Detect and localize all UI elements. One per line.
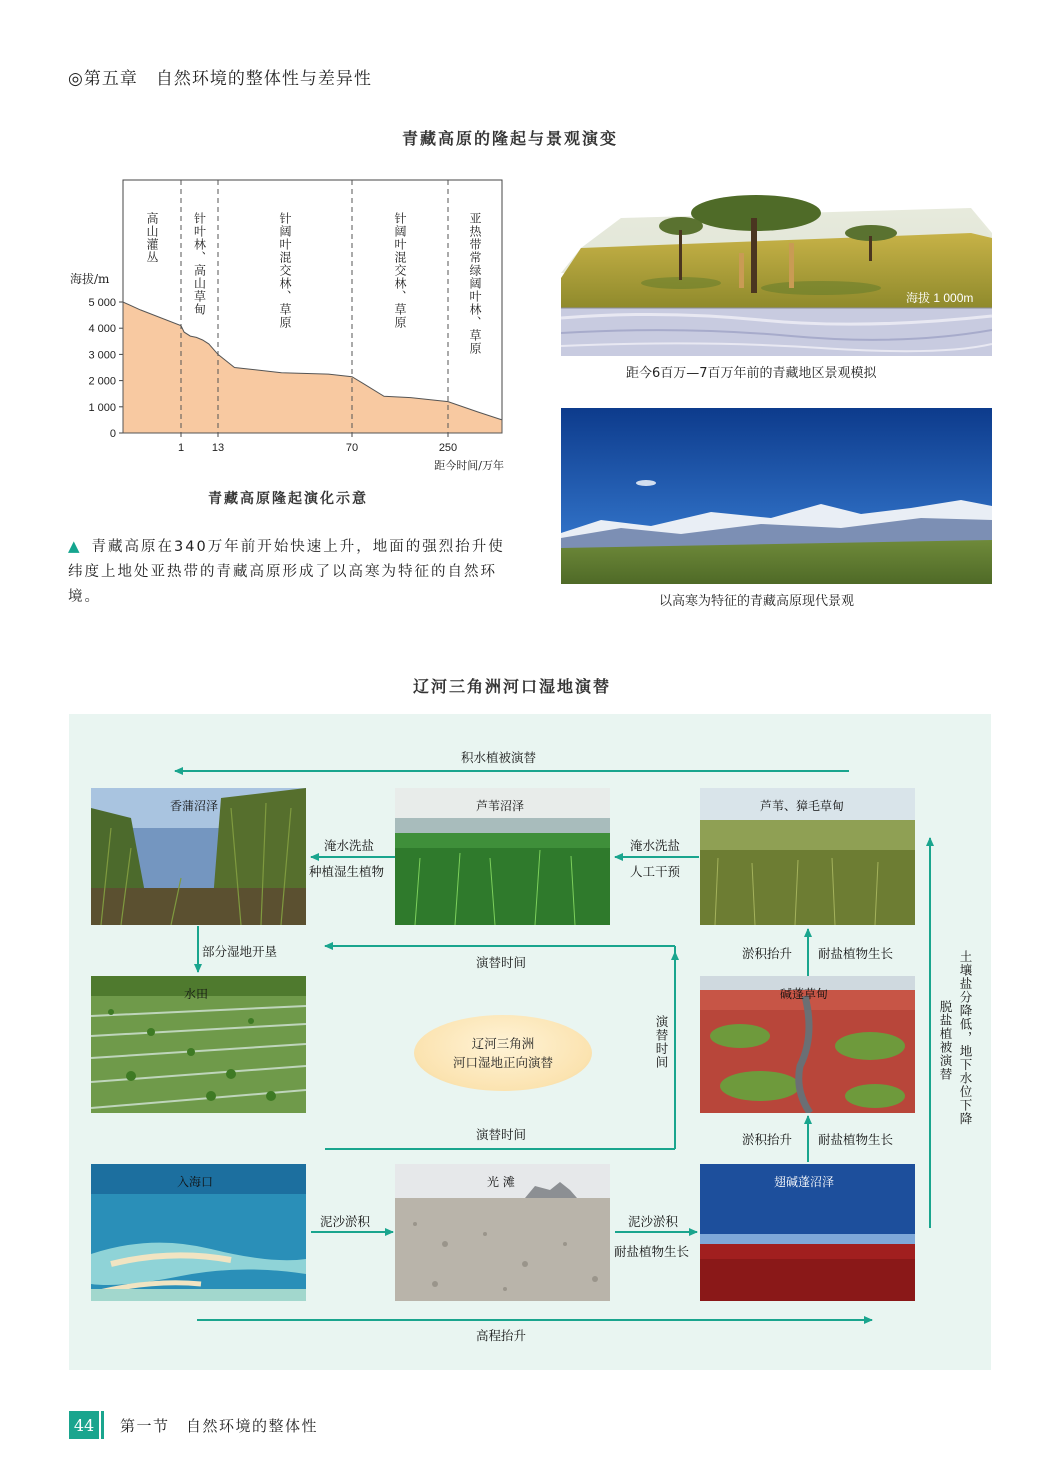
ruhaikou-label: 入海口 (177, 1175, 214, 1189)
guangtan-label: 光 滩 (487, 1175, 515, 1189)
jianpeng-caodian-label: 碱蓬草甸 (780, 987, 829, 1001)
modern-plateau-caption: 以高寒为特征的青藏高原现代景观 (659, 594, 855, 609)
label-time-1: 演替时间 (476, 955, 527, 970)
y-tick-label: 3 000 (88, 349, 116, 362)
chapter-header: ◎第五章 自然环境的整体性与差异性 (68, 69, 372, 89)
xiangpu-label: 香蒲沼泽 (170, 799, 219, 813)
label-kaiken: 部分湿地开垦 (202, 944, 278, 959)
label-naiyan-3: 耐盐植物生长 (614, 1244, 690, 1259)
y-tick-label: 4 000 (88, 323, 116, 336)
modern-plateau-photo (561, 408, 992, 584)
ancient-landscape-caption: 距今6百万—7百万年前的青藏地区景观模拟 (626, 366, 877, 381)
x-axis-label: 距今时间/万年 (434, 459, 504, 472)
label-nisha-1: 泥沙淤积 (320, 1214, 371, 1229)
section-title-wetland: 辽河三角洲河口湿地演替 (413, 677, 612, 696)
y-tick-label: 0 (109, 428, 116, 440)
y-tick-label: 1 000 (88, 401, 116, 414)
triangle-marker-icon: ▲ (68, 537, 82, 555)
label-time-2: 演替时间 (476, 1127, 527, 1142)
page-number: 44 (69, 1411, 99, 1439)
x-tick-label: 250 (438, 442, 458, 454)
uplift-chart (60, 170, 520, 480)
vegetation-zone-label: 针叶林、高山草甸 (192, 212, 207, 316)
chart-caption: 青藏高原隆起演化示意 (208, 491, 368, 507)
plateau-note-text: 青藏高原在340万年前开始快速上升，地面的强烈抬升使纬度上地处亚热带的青藏高原形成了以高寒为特征的自然环境。 (68, 539, 505, 605)
ancient-landscape-photo (561, 178, 992, 356)
plateau-note (68, 534, 508, 610)
vegetation-zone-label: 亚热带常绿阔叶林、草原 (468, 212, 482, 355)
luwei-caodian-label: 芦苇、獐毛草甸 (760, 799, 845, 813)
center-line-2: 河口湿地正向演替 (452, 1055, 553, 1070)
label-right-v1: 土壤盐分降低，地下水位下降 (958, 950, 973, 1126)
label-naiyan-2: 耐盐植物生长 (818, 1132, 894, 1147)
luwei-label: 芦苇沼泽 (476, 799, 525, 813)
vegetation-zone-label: 高山灌丛 (145, 212, 159, 264)
label-top-arrow: 积水植被演替 (461, 750, 537, 765)
section-title-plateau: 青藏高原的隆起与景观演变 (402, 129, 619, 148)
label-naiyan-1: 耐盐植物生长 (818, 946, 894, 961)
center-ellipse (414, 1015, 592, 1091)
footer-divider (101, 1411, 104, 1439)
center-line-1: 辽河三角洲 (471, 1036, 535, 1051)
label-yanshui-2: 淹水洗盐 (630, 838, 681, 853)
vegetation-zone-label: 针阔叶混交林、草原 (278, 212, 292, 329)
label-yuji-1: 淤积抬升 (742, 946, 793, 961)
label-yuji-2: 淤积抬升 (742, 1132, 793, 1147)
y-tick-label: 5 000 (88, 297, 116, 309)
y-tick-label: 2 000 (88, 375, 116, 388)
altitude-label: 海拔 1 000m (906, 291, 974, 305)
label-zhongzhi: 种植湿生植物 (309, 864, 385, 879)
x-tick-label: 1 (177, 442, 185, 454)
x-tick-label: 70 (345, 442, 359, 454)
label-time-vertical: 演替时间 (654, 1015, 669, 1069)
jianpeng-zhaoze-label: 翅碱蓬沼泽 (774, 1175, 835, 1189)
label-right-v2: 脱盐植被演替 (938, 1000, 953, 1081)
label-nisha-2: 泥沙淤积 (628, 1214, 679, 1229)
footer-section: 第一节 自然环境的整体性 (120, 1417, 319, 1435)
elevation-area (123, 302, 502, 433)
label-yanshui-1: 淹水洗盐 (324, 838, 375, 853)
label-bottom-arrow: 高程抬升 (476, 1328, 527, 1343)
shuitian-label: 水田 (184, 987, 209, 1001)
x-tick-label: 13 (211, 442, 225, 454)
y-axis-label: 海拔/m (70, 272, 110, 286)
label-rengong: 人工干预 (630, 864, 681, 879)
vegetation-zone-label: 针阔叶混交林、草原 (393, 212, 407, 329)
